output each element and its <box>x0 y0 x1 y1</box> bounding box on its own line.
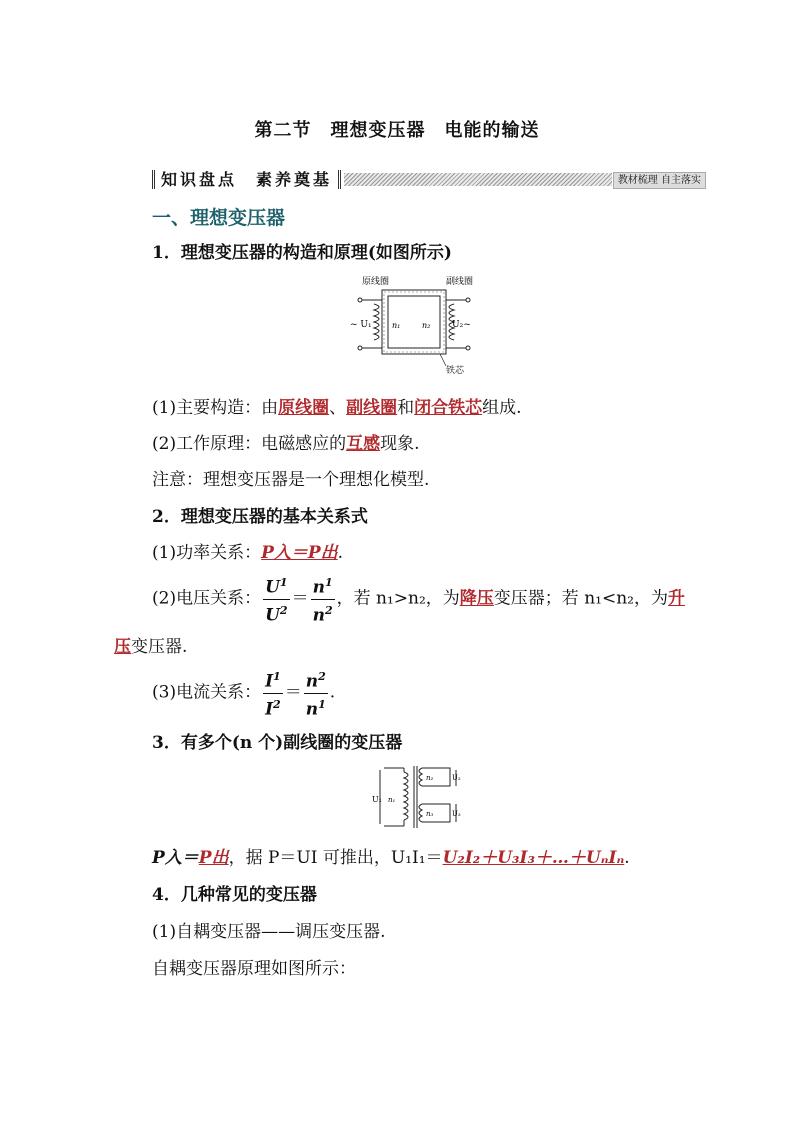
fig2-n1: n₁ <box>388 796 396 804</box>
auto-note-line: 自耦变压器原理如图所示： <box>152 959 356 979</box>
fig2-n2: n₂ <box>426 774 434 782</box>
item3-heading: 3．有多个(n 个)副线圈的变压器 <box>152 733 403 753</box>
fig1-n1: n₁ <box>392 321 401 330</box>
structure-line: (1)主要构造：由原线圈、副线圈和闭合铁芯组成. <box>152 398 522 418</box>
section-banner <box>152 170 706 189</box>
banner-hatch <box>344 173 612 186</box>
fig1-u2: U₂~ <box>452 320 471 330</box>
fig1-core-label: 铁芯 <box>446 366 465 376</box>
current-line: (3)电流关系： $\frac{I^1}{I^2}$ ＝ $\frac{n^2}{n^1}$ . <box>152 666 335 720</box>
fig2-u2: U₂ <box>452 774 461 782</box>
fig1-n2: n₂ <box>422 321 431 330</box>
fig2-n3: n₃ <box>426 810 434 818</box>
fig1-primary-label: 原线圈 <box>362 277 390 287</box>
voltage-line-cont: 压变压器. <box>114 637 188 657</box>
auto-line: (1)自耦变压器——调压变压器. <box>152 922 386 942</box>
item2-heading: 2．理想变压器的基本关系式 <box>152 507 368 527</box>
banner-left-label: 知识盘点 素养奠基 <box>152 170 341 189</box>
item4-heading: 4．几种常见的变压器 <box>152 885 317 905</box>
fig2-u1: U₁ <box>372 795 382 804</box>
banner-right-label: 教材梳理 自主落实 <box>613 172 706 189</box>
item1-heading: 1．理想变压器的构造和原理(如图所示) <box>152 243 452 263</box>
principle-line: (2)工作原理：电磁感应的互感现象. <box>152 434 420 454</box>
transformer-diagram <box>346 270 486 378</box>
note-line: 注意：理想变压器是一个理想化模型. <box>152 470 430 490</box>
fig1-secondary-label: 副线圈 <box>446 277 474 287</box>
page-title: 第二节 理想变压器 电能的输送 <box>254 120 540 141</box>
multi-winding-diagram <box>370 762 466 832</box>
fig1-u1: ~ U₁ <box>350 320 372 330</box>
voltage-line: (2)电压关系： $\frac{U^1}{U^2}$ ＝ $\frac{n^1}{n^2}$ ，若 n₁>n₂，为降压变压器；若 n₁<n₂，为升 <box>152 572 685 626</box>
section-heading: 一、理想变压器 <box>152 207 286 229</box>
fig2-u3: U₃ <box>452 810 461 818</box>
power-line: (1)功率关系：P入＝P出. <box>152 543 344 563</box>
multi-eq-line: P入＝P出，据 P＝UI 可推出，U₁I₁＝U₂I₂＋U₃I₃＋…＋UₙIₙ. <box>152 848 630 868</box>
